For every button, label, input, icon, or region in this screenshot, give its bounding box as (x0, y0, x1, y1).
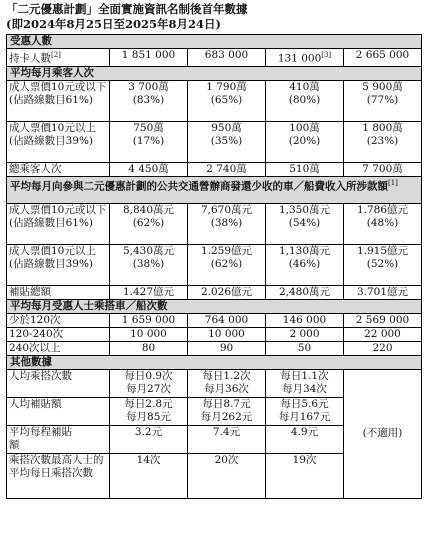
cell-value (188, 397, 266, 425)
section-avg-claim (7, 176, 422, 203)
section-avg-passengers: 平均每月乘客人次 (7, 66, 422, 80)
daily-value: 每日1.2次 (202, 369, 251, 382)
row-label: 成人票價10元或以下(佔路線數目61%) (7, 203, 110, 244)
value: 410萬 (289, 80, 320, 93)
monthly-value: 每月167元 (278, 410, 331, 423)
monthly-value: 每月85元 (126, 410, 171, 423)
value: 1 800萬 (362, 121, 403, 134)
value: 1.786億元 (356, 203, 409, 216)
value: 750萬 (133, 121, 164, 134)
per-journey-label: 平均每程補貼額 (9, 425, 72, 451)
percent: (17%) (132, 134, 165, 147)
section-by-trips: 平均每月受惠人士乘搭車／船次數 (7, 299, 422, 313)
cell-value: 3.2元 (110, 425, 188, 453)
cell-value (266, 203, 344, 244)
percent: (23%) (366, 134, 399, 147)
row-label (7, 425, 110, 453)
not-applicable-cell: (不適用) (344, 369, 422, 498)
cell-value: 1.427億元 (110, 285, 188, 299)
holders-note: [2] (51, 51, 61, 59)
percent: (48%) (366, 216, 399, 229)
cell-value: 10 000 (188, 327, 266, 341)
value: 1,130萬元 (278, 244, 331, 257)
cell-value: 4 450萬 (110, 162, 188, 176)
cell-value: 90 (188, 341, 266, 355)
daily-value: 每日8.7元 (202, 397, 251, 410)
row-label: 成人票價10元以上(佔路線數目39%) (7, 244, 110, 285)
monthly-value: 每月27次 (126, 382, 171, 395)
percent: (35%) (210, 134, 243, 147)
cell-value: 510萬 (266, 162, 344, 176)
cell-value: 19次 (266, 453, 344, 498)
cell-value: 10 000 (110, 327, 188, 341)
value: 1.259億元 (200, 244, 253, 257)
percent: (62%) (210, 257, 243, 270)
cell-value (188, 121, 266, 162)
row-label: 240次以上 (7, 341, 110, 355)
percent: (62%) (132, 216, 165, 229)
row-label: 補貼總額 (7, 285, 110, 299)
cell-value: 2 740萬 (188, 162, 266, 176)
monthly-value: 每月36次 (204, 382, 249, 395)
daily-value: 每日0.9次 (124, 369, 173, 382)
section-avg-claim-text: 平均每月向參與二元優惠計劃的公共交通營辦商發還少收的車／船費收入所涉款額 (10, 180, 388, 192)
cell-value (266, 121, 344, 162)
cell-value (344, 80, 422, 121)
cell-value (266, 369, 344, 397)
cell-value (188, 244, 266, 285)
cell-value: 2.026億元 (188, 285, 266, 299)
cell-value: 4.9元 (266, 425, 344, 453)
cell-value: 80 (110, 341, 188, 355)
row-label: 少於120次 (7, 313, 110, 327)
title-line-1: 「二元優惠計劃」全面實施資訊名制後首年數據 (6, 2, 248, 16)
cell-value: 3.701億元 (344, 285, 422, 299)
row-label: 120-240次 (7, 327, 110, 341)
percent: (38%) (132, 257, 165, 270)
cell-value: 2 569 000 (344, 313, 422, 327)
row-label-holders (7, 49, 110, 67)
section-holders: 受惠人數 (7, 35, 422, 49)
holders-value-3-note: [3] (321, 51, 332, 59)
percent: (83%) (132, 93, 165, 106)
cell-value: 683 000 (188, 49, 266, 67)
cell-value: 7.4元 (188, 425, 266, 453)
row-label: 總乘客人次 (7, 162, 110, 176)
value: 950萬 (211, 121, 242, 134)
cell-value (266, 80, 344, 121)
percent: (46%) (288, 257, 321, 270)
value: 5,430萬元 (122, 244, 175, 257)
data-table (6, 34, 422, 499)
cell-value (344, 203, 422, 244)
value: 1 790萬 (206, 80, 247, 93)
value: 100萬 (289, 121, 320, 134)
cell-value (110, 121, 188, 162)
value: 3 700萬 (128, 80, 169, 93)
value: 5 900萬 (362, 80, 403, 93)
holders-value-3: 131 000 (277, 52, 322, 65)
section-other: 其他數據 (7, 355, 422, 369)
cell-value (266, 397, 344, 425)
row-label: 人均乘搭次數 (7, 369, 110, 397)
daily-value: 每日5.6元 (280, 397, 329, 410)
cell-value (110, 369, 188, 397)
cell-value: 14次 (110, 453, 188, 498)
percent: (52%) (366, 257, 399, 270)
cell-value (344, 121, 422, 162)
cell-value: 146 000 (266, 313, 344, 327)
value: 1.915億元 (356, 244, 409, 257)
cell-value: 2,480萬元 (266, 285, 344, 299)
cell-value: 2 000 (266, 327, 344, 341)
cell-value: 7 700萬 (344, 162, 422, 176)
cell-value: 50 (266, 341, 344, 355)
cell-value (344, 244, 422, 285)
percent: (65%) (210, 93, 243, 106)
daily-value: 每日2.8元 (124, 397, 173, 410)
cell-value: 764 000 (188, 313, 266, 327)
value: 8,840萬元 (122, 203, 175, 216)
row-label: 成人票價10元以上(佔路線數目39%) (7, 121, 110, 162)
cell-value: 1 851 000 (110, 49, 188, 67)
percent: (77%) (366, 93, 399, 106)
row-label: 成人票價10元或以下(佔路線數目61%) (7, 80, 110, 121)
cell-value: 220 (344, 341, 422, 355)
cell-value (188, 203, 266, 244)
cell-value (266, 49, 344, 67)
cell-value (188, 80, 266, 121)
cell-value: 2 665 000 (344, 49, 422, 67)
cell-value (110, 203, 188, 244)
cell-value (110, 397, 188, 425)
title-line-2: (即2024年8月25日至2025年8月24日) (6, 17, 221, 31)
row-label: 人均補貼額 (7, 397, 110, 425)
section-avg-claim-note: [1] (388, 178, 398, 187)
percent: (80%) (288, 93, 321, 106)
row-label: 乘搭次數最高人士的平均每日乘搭次數 (7, 453, 110, 498)
cell-value: 20次 (188, 453, 266, 498)
monthly-value: 每月34次 (282, 382, 327, 395)
cell-value: 22 000 (344, 327, 422, 341)
document-title (6, 2, 248, 32)
value: 7,670萬元 (200, 203, 253, 216)
cell-value (110, 244, 188, 285)
cell-value: 1 659 000 (110, 313, 188, 327)
percent: (20%) (288, 134, 321, 147)
daily-value: 每日1.1次 (280, 369, 329, 382)
cell-value (188, 369, 266, 397)
value: 1,350萬元 (278, 203, 331, 216)
percent: (54%) (288, 216, 321, 229)
percent: (38%) (210, 216, 243, 229)
monthly-value: 每月262元 (200, 410, 253, 423)
holders-label: 持卡人數 (9, 52, 51, 65)
cell-value (110, 80, 188, 121)
cell-value (266, 244, 344, 285)
